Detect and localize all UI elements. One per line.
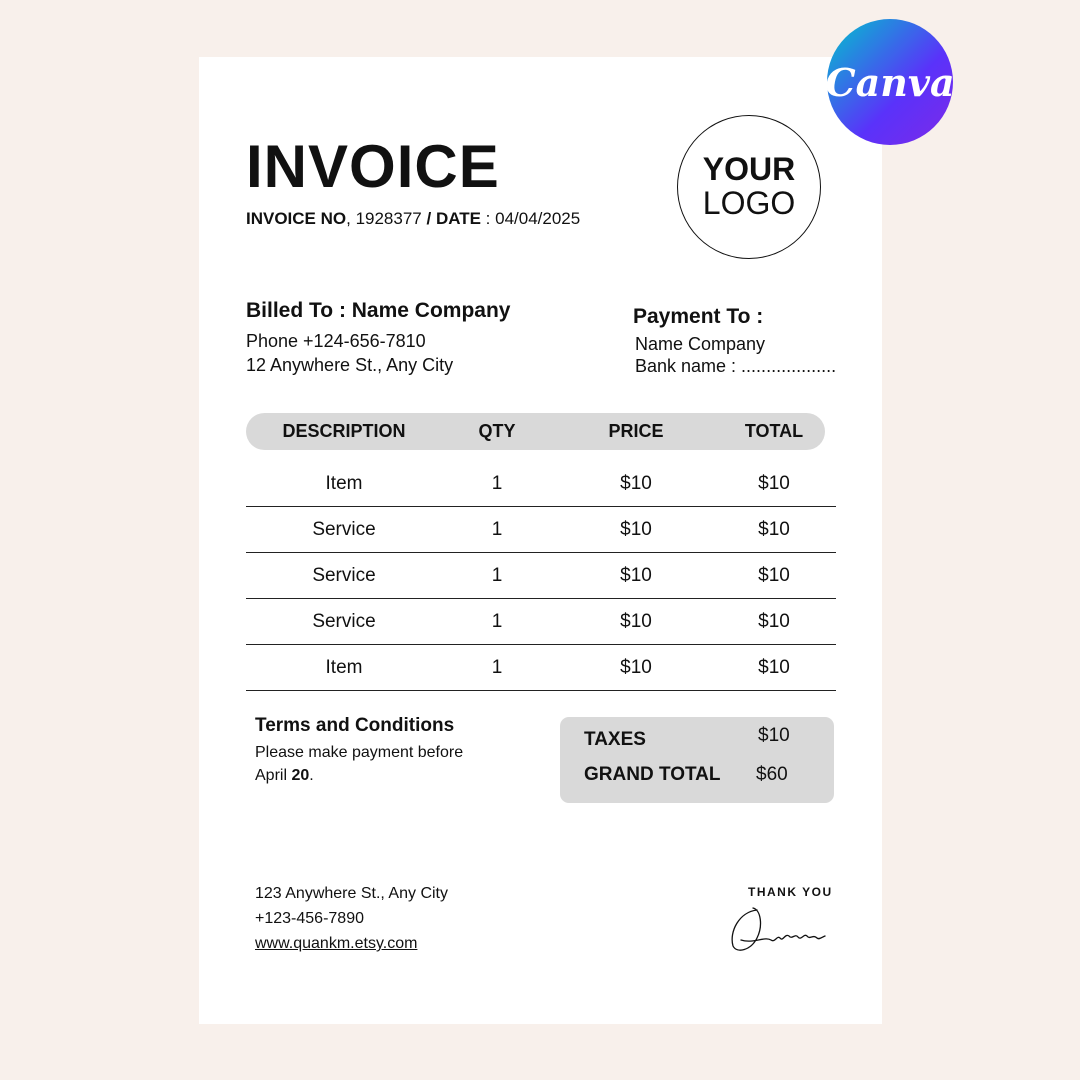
cell-qty: 1 — [491, 472, 503, 494]
footer-address: 123 Anywhere St., Any City — [255, 885, 448, 902]
cell-description: Item — [325, 656, 363, 678]
cell-qty: 1 — [491, 656, 503, 678]
cell-qty: 1 — [491, 610, 503, 632]
payment-to-bank: Bank name : ................... — [635, 356, 837, 376]
meta-separator: / — [421, 209, 436, 228]
billed-to-phone: Phone +124-656-7810 — [246, 331, 426, 351]
cell-total: $10 — [758, 472, 790, 494]
logo-line-2: LOGO — [702, 185, 796, 221]
terms-line-2 — [255, 764, 463, 787]
grand-total-label: GRAND TOTAL — [584, 764, 721, 785]
date-value: : 04/04/2025 — [480, 209, 581, 228]
cell-price: $10 — [620, 610, 652, 632]
taxes-value: $10 — [758, 725, 790, 746]
cell-price: $10 — [620, 472, 652, 494]
payment-to-company: Name Company — [635, 334, 766, 354]
grand-total-value: $60 — [756, 764, 788, 785]
cell-price: $10 — [620, 518, 652, 540]
terms-line-2-suffix: . — [309, 767, 314, 784]
table-header — [246, 413, 825, 450]
billed-to-heading: Billed To : Name Company — [246, 299, 511, 322]
invoice-meta — [246, 209, 580, 229]
table-row — [246, 461, 836, 507]
header-price: PRICE — [608, 421, 664, 441]
cell-total: $10 — [758, 564, 790, 586]
cell-price: $10 — [620, 656, 652, 678]
invoice-no-label: INVOICE NO — [246, 209, 347, 228]
billed-to-block — [246, 299, 510, 377]
terms-line-2-day: 20 — [291, 767, 310, 784]
payment-to-heading: Payment To : — [633, 305, 764, 328]
cell-description: Service — [312, 564, 376, 586]
totals-box — [560, 717, 834, 803]
terms-line-2-prefix: April — [255, 767, 292, 784]
table-row — [246, 645, 836, 691]
date-label: DATE — [435, 209, 481, 228]
invoice-title: INVOICE — [246, 133, 500, 200]
terms-block — [255, 715, 463, 787]
cell-total: $10 — [758, 518, 790, 540]
table-row — [246, 507, 836, 553]
cell-price: $10 — [620, 564, 652, 586]
payment-to-block — [633, 305, 836, 377]
footer-contact — [255, 881, 448, 956]
invoice-sheet — [199, 57, 882, 1024]
cell-total: $10 — [758, 610, 790, 632]
table-row — [246, 599, 836, 645]
taxes-label: TAXES — [584, 729, 646, 750]
table-body — [246, 461, 836, 691]
footer-website-link[interactable]: www.quankm.etsy.com — [255, 935, 418, 952]
logo-line-1: YOUR — [702, 151, 796, 188]
table-row — [246, 553, 836, 599]
invoice-no-value: , 1928377 — [346, 209, 422, 228]
canva-badge-logo: Canva — [827, 19, 953, 145]
cell-description: Item — [325, 472, 363, 494]
terms-line-1: Please make payment before — [255, 744, 464, 761]
header-description: DESCRIPTION — [282, 421, 406, 441]
footer-phone: +123-456-7890 — [255, 910, 364, 927]
logo-placeholder — [677, 115, 821, 259]
cell-qty: 1 — [491, 564, 503, 586]
cell-description: Service — [312, 518, 376, 540]
thank-you-text: THANK YOU — [748, 885, 833, 899]
cell-description: Service — [312, 610, 376, 632]
cell-total: $10 — [758, 656, 790, 678]
signature-image — [727, 900, 827, 955]
header-total: TOTAL — [744, 421, 804, 441]
cell-qty: 1 — [491, 518, 503, 540]
billed-to-address: 12 Anywhere St., Any City — [246, 355, 454, 375]
header-qty: QTY — [478, 421, 516, 441]
terms-heading: Terms and Conditions — [255, 715, 455, 736]
